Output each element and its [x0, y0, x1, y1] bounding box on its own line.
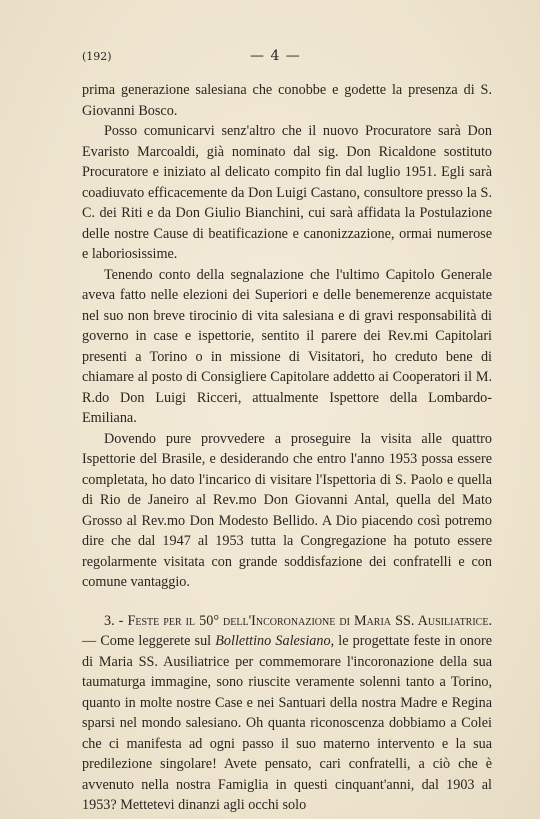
paragraph-consigliere: Tenendo conto della segnalazione che l'ultimo Capitolo Generale aveva fatto nelle elezioni dei Superiori e delle benemerenze acquistate nel suo non breve tirocinio di vita salesiana e di gravi responsabilità di governo in case e ispettorie, sentito il parere dei Rev.mi Capitolari presenti a Torino o in missione di Visitatori, ho creduto bene di chiamare al posto di Consigliere Capitolare addetto ai Cooperatori il M. R.do Don Luigi Ricceri, attualmente Ispettore della Lombardo-Emiliana.: [82, 266, 492, 426]
paragraph-visita-brasile: Dovendo pure provvedere a proseguire la visita alle quattro Ispettorie del Brasile, e desiderando che entro l'anno 1953 possa essere completata, ho dato l'incarico di visitare l'Ispettoria di S. Paolo e quella di Rio de Janeiro al Rev.mo Don Giovanni Antal, quella del Mato Grosso al Rev.mo Don Modesto Bellido. A Dio piacendo così potremo dire che dal 1947 al 1953 tutta la Congregazione ha potuto essere regolarmente visitata con grande soddisfazione dei confratelli e con comune vantaggio.: [82, 430, 492, 590]
body-text: [82, 80, 492, 816]
folio-number: — 4 —: [250, 48, 301, 64]
section-lead: — Come leggerete sul: [82, 633, 216, 649]
paragraph-continuation: prima generazione salesiana che conobbe e godette la presenza di S. Giovanni Bosco.: [82, 82, 492, 119]
section-heading: Feste per il 50° dell'Incoronazione di Maria SS. Ausiliatrice.: [127, 612, 493, 629]
section-3: [82, 611, 492, 816]
paragraph-procuratore: Posso comunicarvi senz'altro che il nuovo Procuratore sarà Don Evaristo Marcoaldi, già nominato dal sig. Don Ricaldone sostituto Procuratore e iniziato al delicato compito fin dal luglio 1951. Egli sarà coadiuvato efficacemente da Don Luigi Castano, consultore presso la S. C. dei Riti e da Don Giulio Bianchini, cui sarà affidata la Postulazione delle nostre Cause di beatificazione e canonizzazione, ormai numerose e laboriosissime.: [82, 123, 492, 262]
section-text: , le progettate feste in onore di Maria SS. Ausiliatrice per commemorare l'incoronazione della sua taumaturga immagine, sono riuscite veramente solenni tanto a Torino, quanto in molte nostre Case e nei Santuari della nostra Madre e Regina sparsi nel mondo salesiano. Oh quanta riconoscenza dobbiamo a Colei che ci manifesta ad ogni passo il suo materno intervento e la sua predilezione singolare! Avete pensato, cari confratelli, a ciò che è avvenuto nella nostra Famiglia in questi cinquant'anni, dal 1903 al 1953? Mettetevi dinanzi agli occhi solo: [82, 633, 492, 813]
section-number: 3. -: [104, 612, 124, 629]
publication-title: Bollettino Salesiano: [215, 633, 331, 649]
page-number: (192): [82, 50, 112, 63]
page-header: [82, 48, 462, 68]
